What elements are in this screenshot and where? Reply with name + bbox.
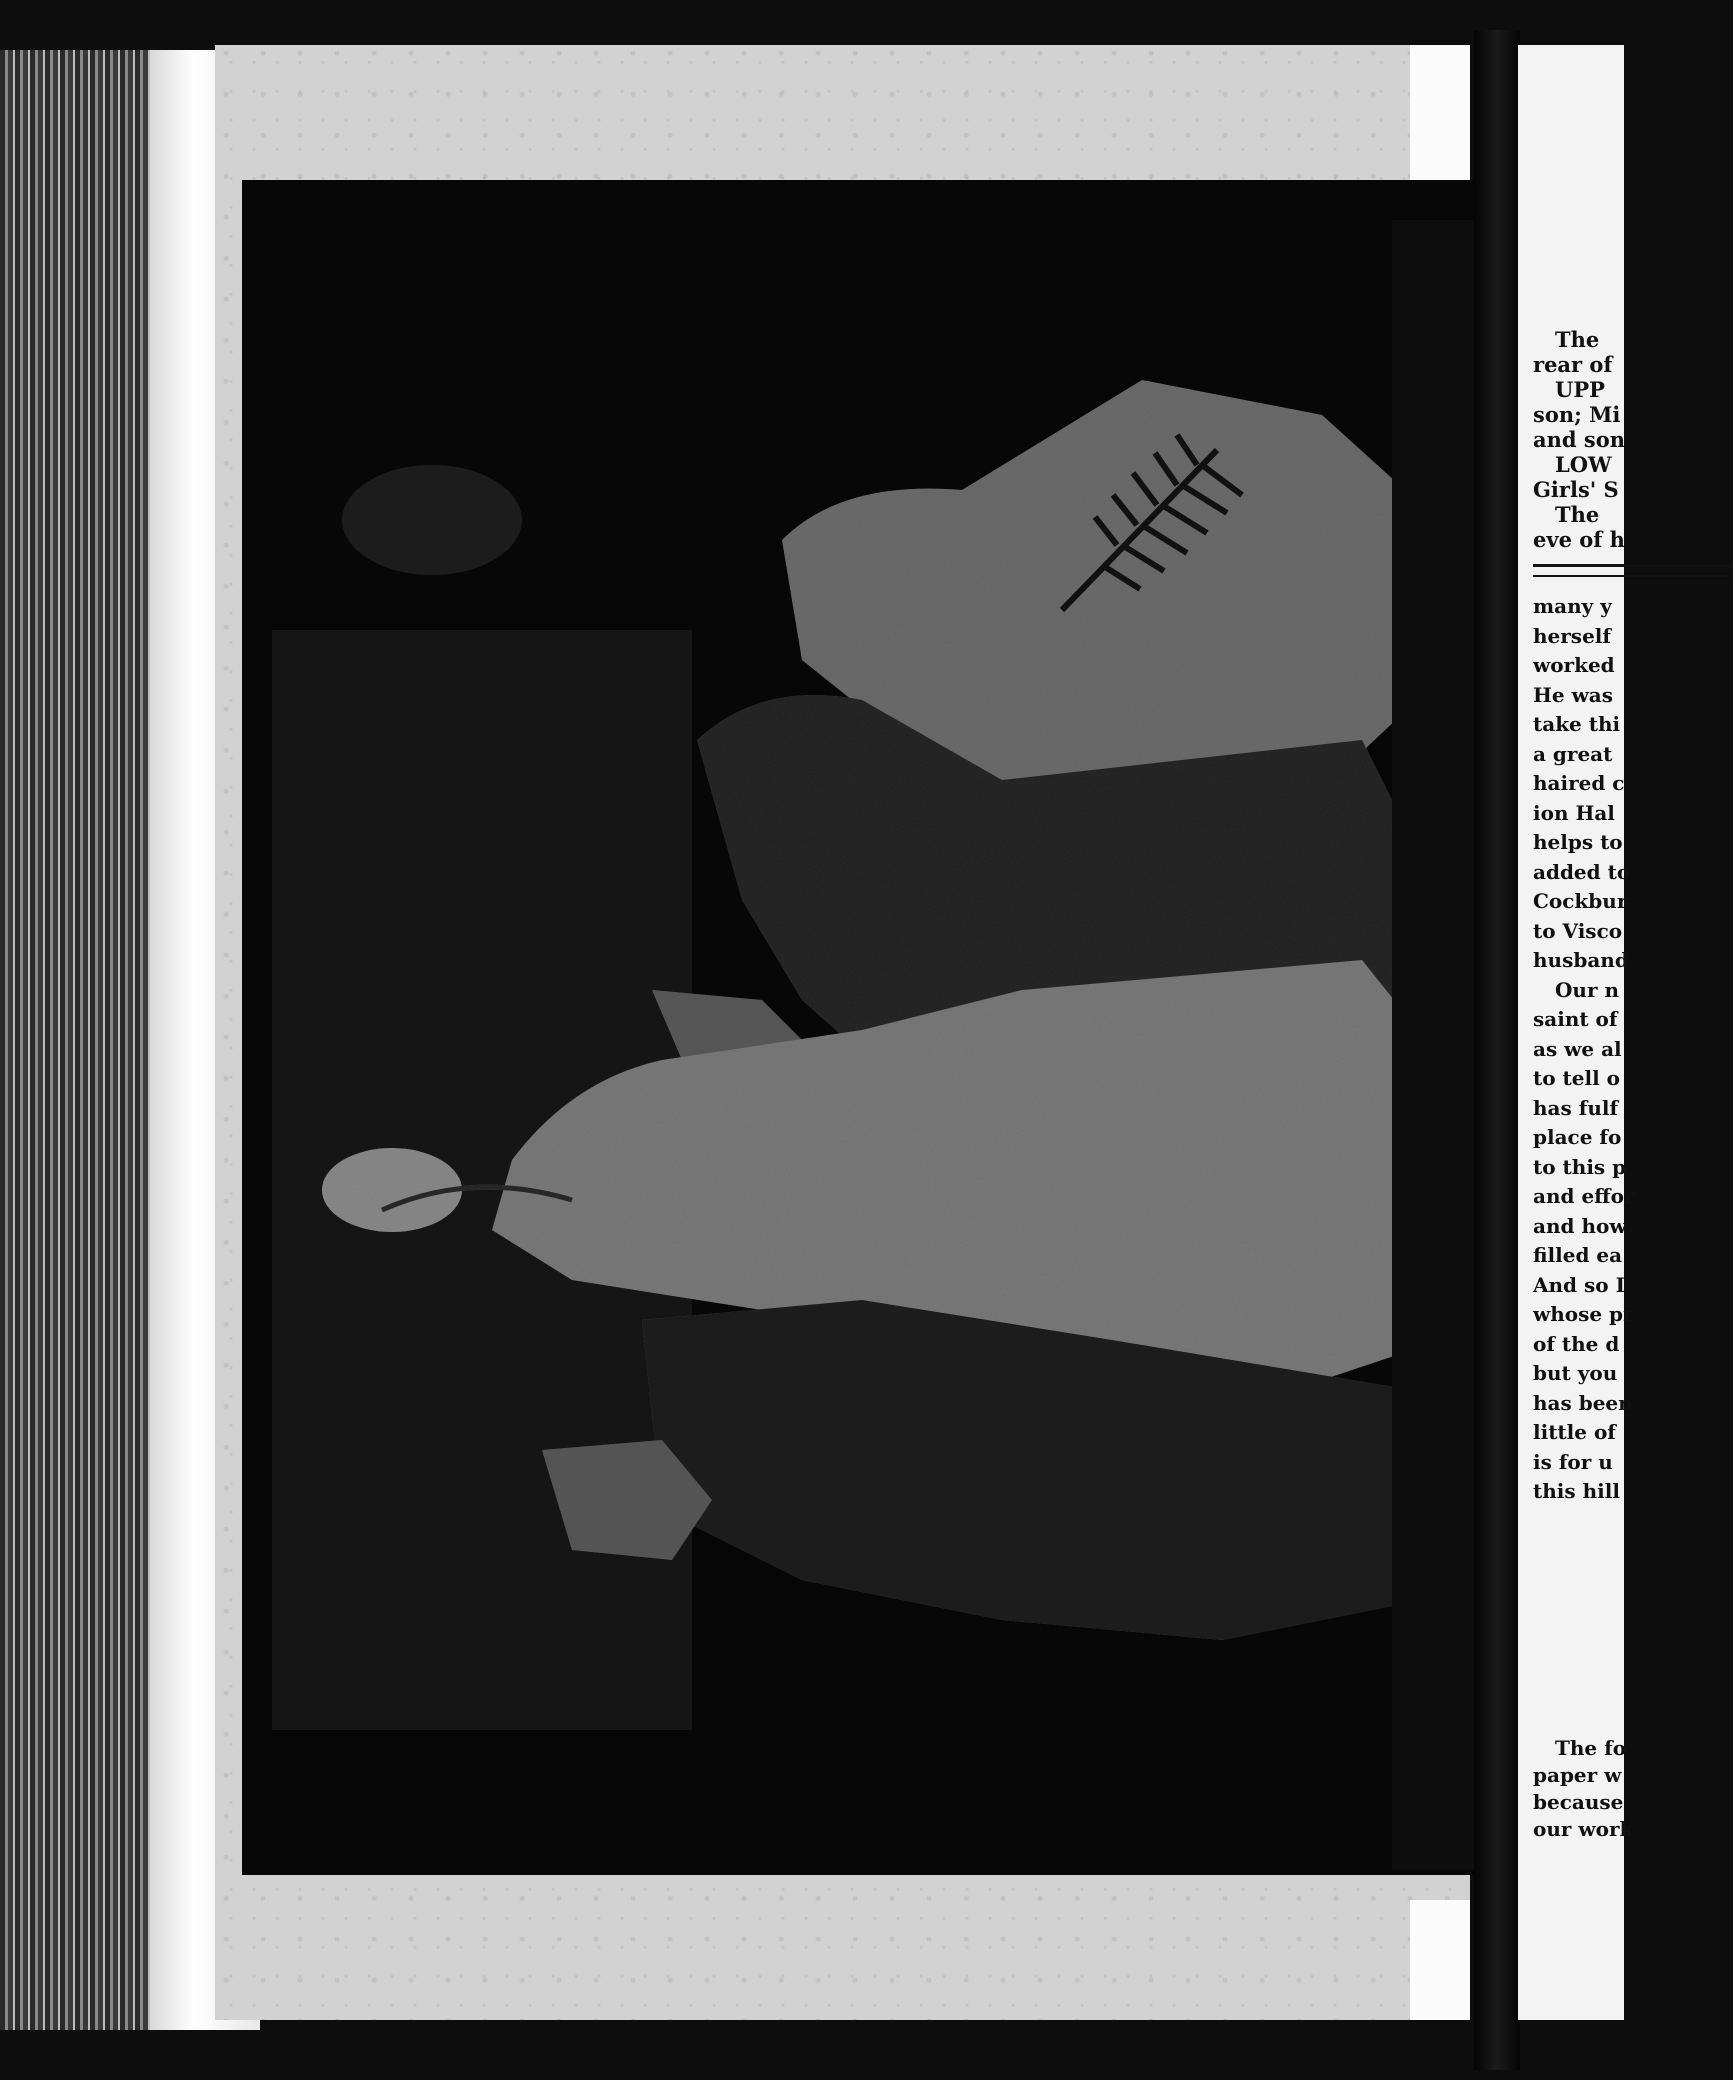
text-line: whose pr: [1533, 1302, 1634, 1326]
text-line: eve of h: [1533, 527, 1625, 552]
text-line: little of: [1533, 1420, 1616, 1444]
text-line: worked: [1533, 653, 1615, 677]
text-line: LOW: [1555, 452, 1612, 477]
text-line: and how: [1533, 1213, 1627, 1238]
text-line: The: [1555, 502, 1600, 527]
text-line: and effor: [1533, 1184, 1635, 1208]
text-line: paper w: [1533, 1763, 1622, 1787]
text-line: of the d: [1533, 1331, 1620, 1356]
text-line: filled ea: [1533, 1243, 1623, 1267]
following-article-lines: [1533, 1735, 1733, 1843]
text-line: this hill: [1533, 1479, 1620, 1503]
caption-lines: [1533, 327, 1733, 552]
photograph-image: [242, 180, 1477, 1875]
text-line: herself: [1533, 623, 1611, 648]
text-line: Our n: [1555, 977, 1620, 1002]
text-line: and son: [1533, 427, 1625, 452]
text-line: has fulf: [1533, 1095, 1619, 1120]
text-line: husband: [1533, 948, 1629, 972]
text-line: to Visco: [1533, 918, 1623, 943]
left-page-margin-top: [1410, 45, 1470, 185]
article-body-lines: [1533, 591, 1733, 1506]
text-line: many y: [1533, 594, 1612, 618]
right-page: [1518, 45, 1635, 2020]
text-line: He was: [1533, 682, 1614, 707]
text-line: but you: [1533, 1361, 1618, 1385]
text-line: son; Mi: [1533, 402, 1621, 427]
text-line: to tell o: [1533, 1066, 1621, 1090]
text-line: The: [1555, 327, 1600, 352]
right-page-text-column: [1533, 327, 1733, 1506]
text-line: The fo: [1555, 1736, 1627, 1760]
section-rule: [1533, 564, 1733, 577]
book-gutter: [1474, 30, 1520, 2070]
text-line: has been: [1533, 1390, 1633, 1415]
text-line: a great: [1533, 741, 1613, 766]
text-line: rear of: [1533, 352, 1613, 377]
text-line: UPP: [1555, 377, 1605, 402]
text-line: saint of: [1533, 1007, 1618, 1031]
text-line: is for u: [1533, 1449, 1613, 1474]
text-line: helps to: [1533, 830, 1623, 854]
text-line: haired c: [1533, 771, 1625, 795]
text-line: ion Hal: [1533, 800, 1615, 825]
text-line: place fo: [1533, 1125, 1622, 1149]
photograph-plate: [242, 180, 1477, 1875]
text-line: Girls' S: [1533, 477, 1619, 502]
text-line: as we al: [1533, 1036, 1622, 1061]
text-line: And so I: [1533, 1272, 1625, 1297]
left-page-margin-bottom: [1410, 1900, 1470, 2020]
text-line: take thi: [1533, 712, 1621, 736]
text-line: Cockbur: [1533, 889, 1628, 913]
text-line: added to: [1533, 859, 1631, 884]
text-line: to this p: [1533, 1154, 1627, 1179]
text-line: our work: [1533, 1817, 1634, 1841]
text-line: because: [1533, 1790, 1624, 1814]
